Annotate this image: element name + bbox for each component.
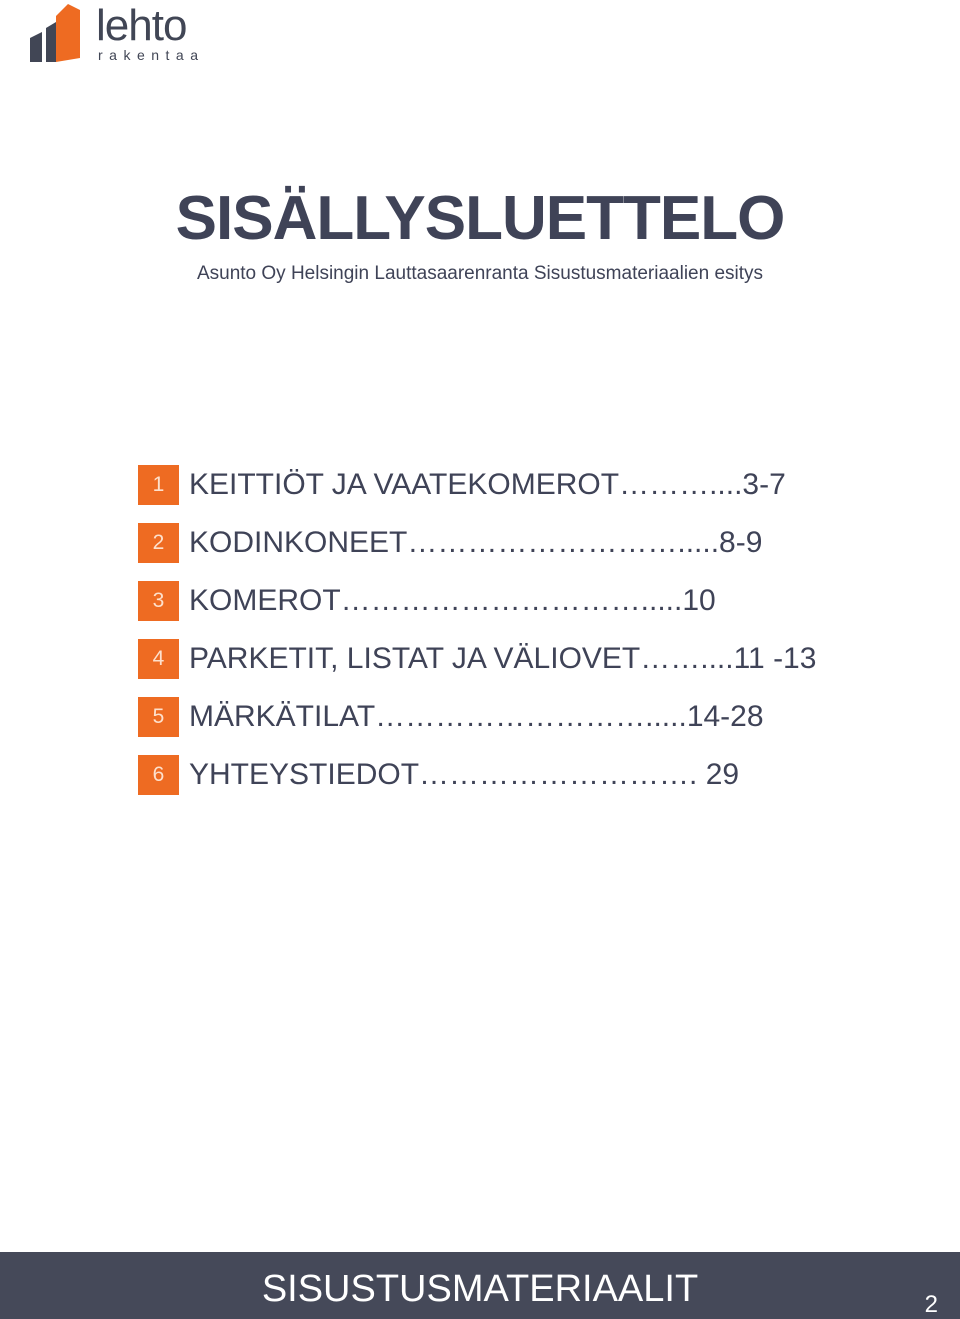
toc-item-appliances[interactable]: [138, 523, 918, 563]
company-logo: [28, 2, 228, 66]
toc-number: 1: [138, 465, 179, 505]
toc-item-kitchens[interactable]: [138, 465, 918, 505]
toc-number: 4: [138, 639, 179, 679]
page-subtitle: Asunto Oy Helsingin Lauttasaarenranta Sisustusmateriaalien esitys: [196, 263, 764, 284]
toc-number: 3: [138, 581, 179, 621]
toc-number: 5: [138, 697, 179, 737]
toc-label: KOMEROT………………………….....10: [189, 584, 716, 617]
table-of-contents: [138, 465, 918, 813]
toc-label: MÄRKÄTILAT……………………….....14-28: [189, 700, 764, 733]
building-logo-icon: [28, 2, 84, 64]
toc-label: YHTEYSTIEDOT………………………. 29: [189, 758, 740, 791]
toc-label: KODINKONEET……………………….....8-9: [189, 526, 763, 559]
toc-item-closets[interactable]: [138, 581, 918, 621]
toc-number: 2: [138, 523, 179, 563]
logo-tagline: rakentaa: [98, 47, 205, 63]
logo-wordmark: lehto: [96, 1, 187, 50]
page-title: SISÄLLYSLUETTELO: [175, 184, 785, 253]
toc-item-contacts[interactable]: [138, 755, 918, 795]
page-number: 2: [924, 1291, 938, 1318]
toc-label: PARKETIT, LISTAT JA VÄLIOVET……....11 -13: [189, 642, 817, 675]
footer-title: SISUSTUSMATERIAALIT: [261, 1268, 699, 1310]
toc-item-floors[interactable]: [138, 639, 918, 679]
toc-item-wet-rooms[interactable]: [138, 697, 918, 737]
toc-number: 6: [138, 755, 179, 795]
footer-bar: [0, 1252, 960, 1319]
toc-label: KEITTIÖT JA VAATEKOMEROT………....3-7: [189, 468, 786, 501]
